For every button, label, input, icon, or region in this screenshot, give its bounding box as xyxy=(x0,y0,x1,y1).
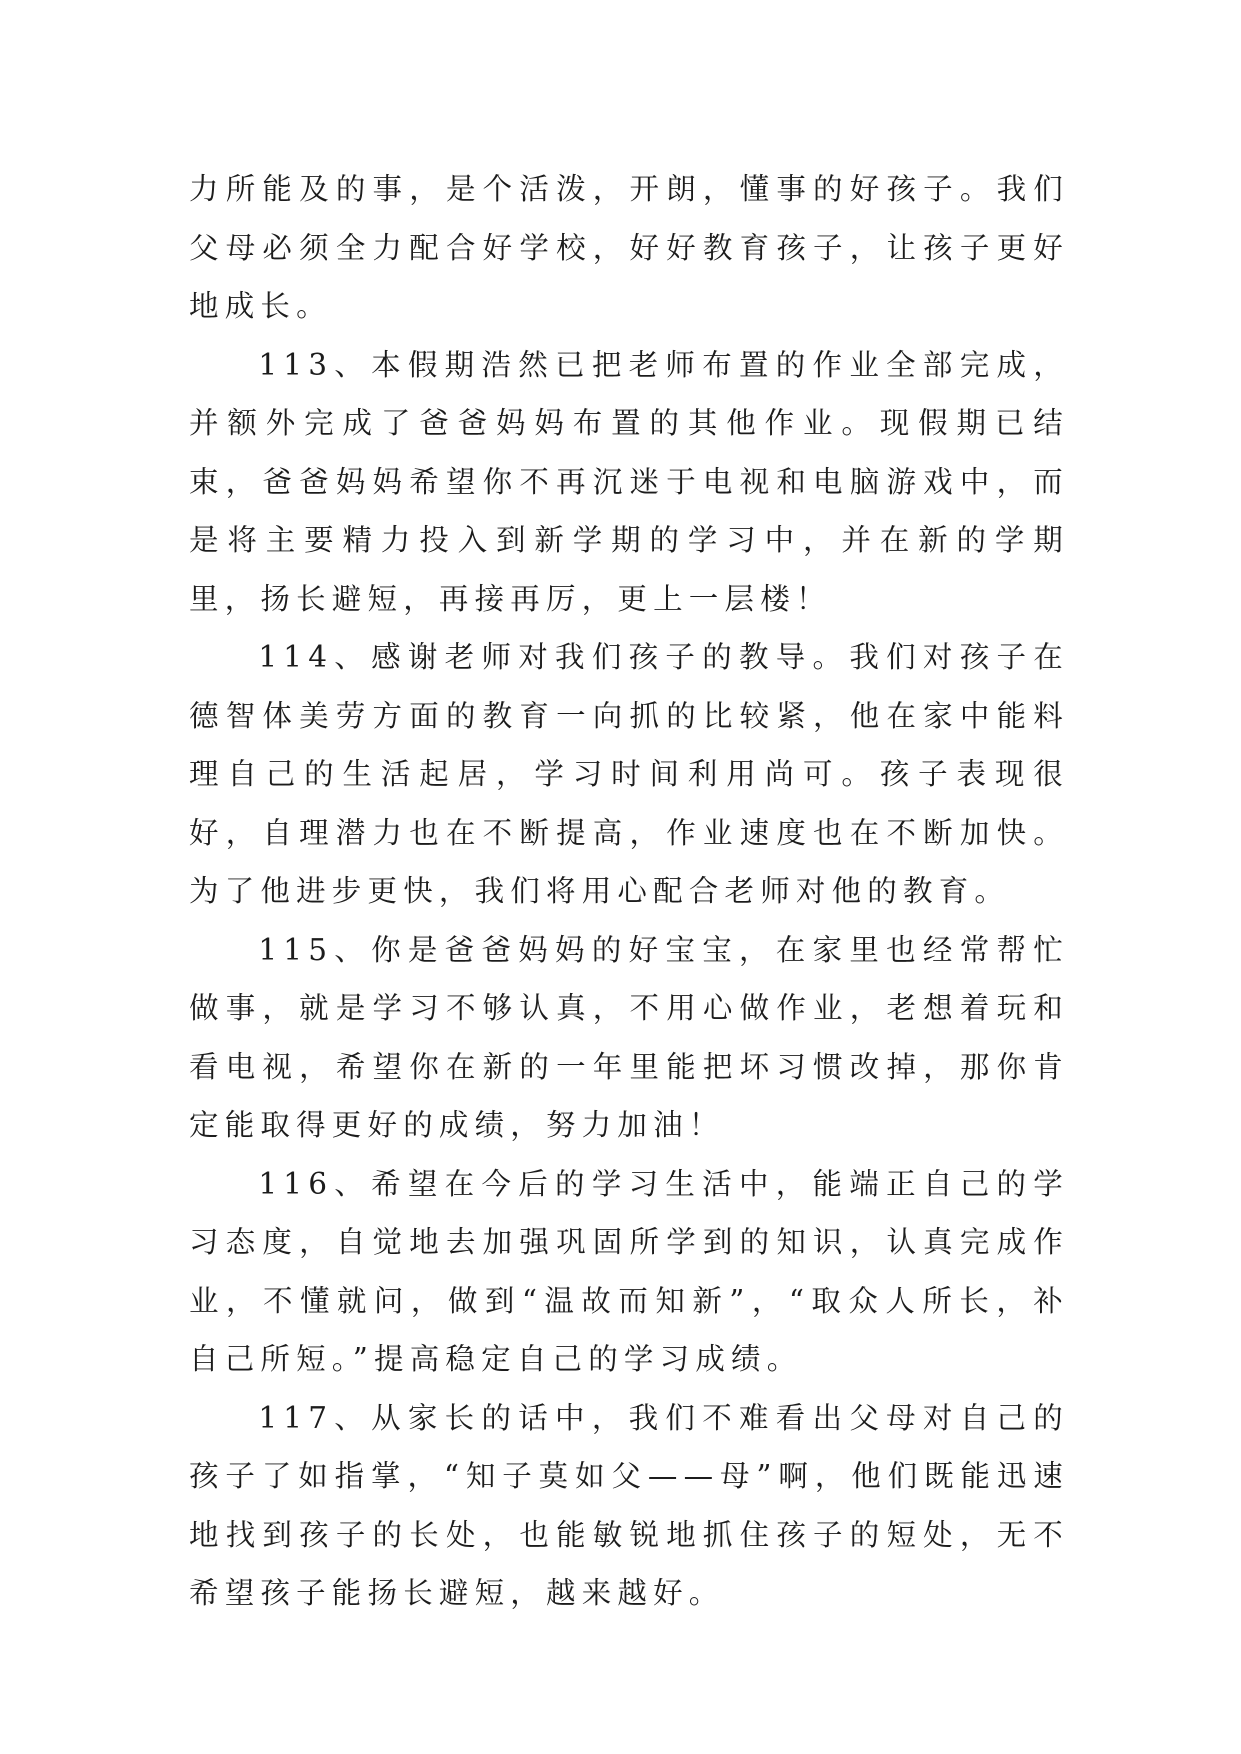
paragraph-113: 113、本假期浩然已把老师布置的作业全部完成，并额外完成了爸爸妈妈布置的其他作业。现假期已结束，爸爸妈妈希望你不再沉迷于电视和电脑游戏中，而是将主要精力投入到新学期的学习中，并在新的学期里，扬长避短，再接再厉，更上一层楼！ xyxy=(189,347,1069,616)
document-body xyxy=(189,160,1069,1623)
paragraph-117: 117、从家长的话中，我们不难看出父母对自己的孩子了如指掌，“知子莫如父——母”啊，他们既能迅速地找到孩子的长处，也能敏锐地抓住孩子的短处，无不希望孩子能扬长避短，越来越好。 xyxy=(189,1400,1069,1610)
paragraph-116: 116、希望在今后的学习生活中，能端正自己的学习态度，自觉地去加强巩固所学到的知识，认真完成作业，不懂就问，做到“温故而知新”，“取众人所长，补自己所短。”提高稳定自己的学习成绩。 xyxy=(189,1166,1069,1376)
paragraph-114: 114、感谢老师对我们孩子的教导。我们对孩子在德智体美劳方面的教育一向抓的比较紧，他在家中能料理自己的生活起居，学习时间利用尚可。孩子表现很好，自理潜力也在不断提高，作业速度也在不断加快。为了他进步更快，我们将用心配合老师对他的教育。 xyxy=(189,640,1069,908)
paragraph-continued: 力所能及的事，是个活泼，开朗，懂事的好孩子。我们父母必须全力配合好学校，好好教育孩子，让孩子更好地成长。 xyxy=(189,172,1069,323)
paragraph-115: 115、你是爸爸妈妈的好宝宝，在家里也经常帮忙做事，就是学习不够认真，不用心做作业，老想着玩和看电视，希望你在新的一年里能把坏习惯改掉，那你肯定能取得更好的成绩，努力加油！ xyxy=(189,932,1069,1142)
